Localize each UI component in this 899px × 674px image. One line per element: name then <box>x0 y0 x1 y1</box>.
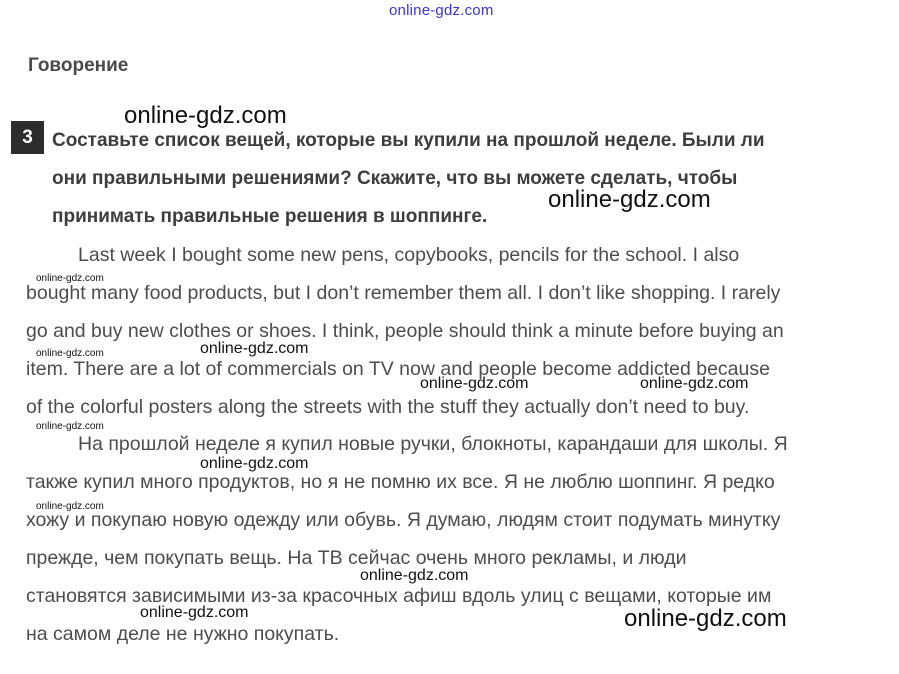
watermark: online-gdz.com <box>200 455 309 472</box>
russian-line: на самом деле не нужно покупать. <box>26 623 340 645</box>
watermark: online-gdz.com <box>140 604 249 621</box>
watermark: online-gdz.com <box>548 186 711 213</box>
task-line: принимать правильные решения в шоппинге. <box>52 206 488 227</box>
russian-line: прежде, чем покупать вещь. На ТВ сейчас очень много рекламы, и люди <box>26 547 687 569</box>
russian-line: На прошлой неделе я купил новые ручки, блокноты, карандаши для школы. Я <box>78 433 788 455</box>
english-line: item. There are a lot of commercials on TV now and people become addicted because <box>26 358 770 380</box>
watermark: online-gdz.com <box>36 273 104 284</box>
watermark: online-gdz.com <box>360 567 469 584</box>
russian-line: хожу и покупаю новую одежду или обувь. Я думаю, людям стоит подумать минутку <box>26 509 781 531</box>
task-line: они правильными решениями? Скажите, что вы можете сделать, чтобы <box>52 168 738 189</box>
russian-line: становятся зависимыми из-за красочных афиш вдоль улиц с вещами, которые им <box>26 585 772 607</box>
watermark: online-gdz.com <box>200 340 309 357</box>
english-line: of the colorful posters along the streets with the stuff they actually don’t need to buy. <box>26 396 750 418</box>
watermark: online-gdz.com <box>124 102 287 129</box>
english-line: go and buy new clothes or shoes. I think, people should think a minute before buying an <box>26 320 784 342</box>
watermark: online-gdz.com <box>36 348 104 359</box>
english-line: bought many food products, but I don’t remember them all. I don’t like shopping. I rarely <box>26 282 781 304</box>
watermark: online-gdz.com <box>420 375 529 392</box>
task-number-badge: 3 <box>11 121 44 154</box>
watermark: online-gdz.com <box>624 605 787 632</box>
watermark: online-gdz.com <box>36 501 104 512</box>
watermark: online-gdz.com <box>36 421 104 432</box>
section-title: Говорение <box>28 55 129 76</box>
watermark: online-gdz.com <box>640 375 749 392</box>
task-line: Составьте список вещей, которые вы купили на прошлой неделе. Были ли <box>52 130 765 151</box>
russian-line: также купил много продуктов, но я не помню их все. Я не люблю шоппинг. Я редко <box>26 471 775 493</box>
english-line: Last week I bought some new pens, copybooks, pencils for the school. I also <box>78 244 740 266</box>
top-watermark: online-gdz.com <box>389 2 494 19</box>
